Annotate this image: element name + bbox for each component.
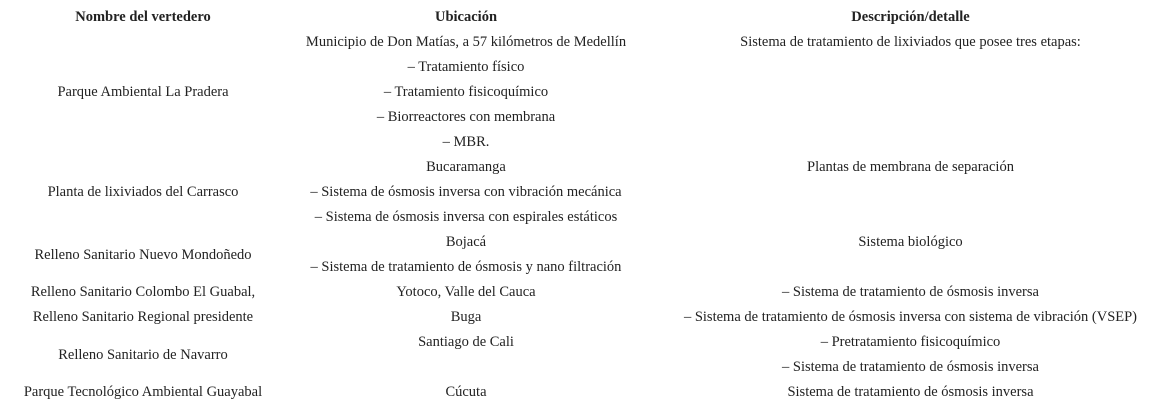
landfill-name: Relleno Sanitario Nuevo Mondoñedo [34, 246, 252, 263]
header-description: Descripción/detalle [851, 9, 970, 25]
location-line: – Tratamiento fisicoquímico [383, 84, 549, 100]
description-line: – Sistema de tratamiento de ósmosis inversa [782, 359, 1039, 375]
header-name: Nombre del vertedero [75, 9, 211, 25]
location-line: – Sistema de ósmosis inversa con vibración mecánica [310, 184, 622, 200]
description-line: – Sistema de tratamiento de ósmosis inversa [782, 284, 1039, 300]
description-line: Plantas de membrana de separación [807, 159, 1014, 175]
landfill-name: Parque Tecnológico Ambiental Guayabal [23, 384, 263, 400]
landfill-name: Relleno Sanitario Regional presidente [32, 309, 254, 325]
description-line: Sistema de tratamiento de lixiviados que posee tres etapas: [740, 34, 1081, 50]
location-line: Cúcuta [445, 384, 487, 400]
location-line: Bucaramanga [426, 159, 506, 175]
description-line: – Pretratamiento fisicoquímico [820, 334, 1001, 350]
location-line: Bojacá [445, 234, 487, 250]
landfill-name: Relleno Sanitario Colombo El Guabal, [30, 284, 256, 300]
landfill-name: Parque Ambiental La Pradera [57, 84, 229, 100]
landfill-name: Relleno Sanitario de Navarro [58, 346, 228, 363]
location-line: – Tratamiento físico [407, 59, 525, 75]
header-location: Ubicación [434, 9, 498, 25]
location-line: Buga [450, 309, 482, 325]
location-line: – Biorreactores con membrana [376, 109, 556, 125]
location-line: – MBR. [442, 134, 490, 150]
location-line: Yotoco, Valle del Cauca [396, 284, 536, 300]
location-line: – Sistema de tratamiento de ósmosis y nano filtración [310, 259, 622, 275]
description-line: – Sistema de tratamiento de ósmosis inversa con sistema de vibración (VSEP) [683, 309, 1138, 325]
landfill-name: Planta de lixiviados del Carrasco [47, 184, 239, 200]
location-line: Municipio de Don Matías, a 57 kilómetros de Medellín [305, 34, 627, 50]
description-line: Sistema biológico [858, 234, 963, 250]
location-line: – Sistema de ósmosis inversa con espirales estáticos [314, 209, 618, 225]
location-line: Santiago de Cali [418, 334, 514, 350]
description-line: Sistema de tratamiento de ósmosis inversa [787, 384, 1034, 400]
